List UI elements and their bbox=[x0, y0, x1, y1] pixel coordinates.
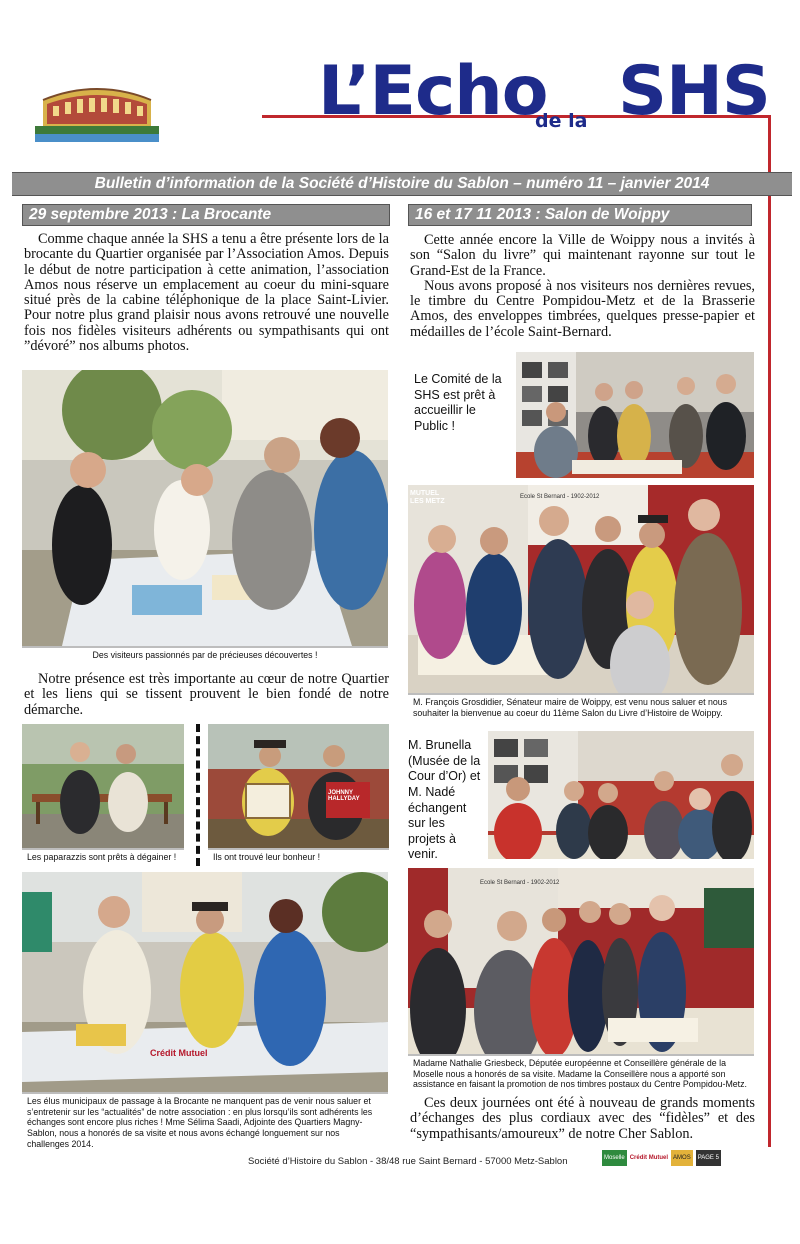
sponsor-logo-page: PAGE 5 bbox=[696, 1150, 721, 1166]
photo-johnny-fans bbox=[208, 724, 389, 848]
photo-brunella-nade bbox=[488, 731, 754, 859]
footer-address: Société d’Histoire du Sablon - 38/48 rue Saint Bernard - 57000 Metz-Sablon bbox=[248, 1156, 568, 1167]
right-intro-text bbox=[410, 233, 755, 340]
senateur-banner-right: Ecole St Bernard - 1902-2012 bbox=[520, 494, 600, 500]
photo-comite-shs bbox=[516, 352, 754, 478]
sponsor-logo-credit-mutuel: Crédit Mutuel bbox=[629, 1155, 669, 1161]
photo-paparazzis bbox=[22, 724, 184, 848]
right-closing-text bbox=[410, 1096, 755, 1142]
photo-johnny-fans-caption: Ils ont trouvé leur bonheur ! bbox=[208, 848, 389, 866]
masthead-title-echo: L’Echo bbox=[318, 52, 548, 131]
photo-elus-banner: Crédit Mutuel bbox=[150, 1048, 208, 1058]
bulletin-banner bbox=[12, 172, 792, 196]
sponsor-logos bbox=[602, 1149, 760, 1167]
photo-divider-dashed bbox=[196, 724, 200, 866]
johnny-record-label: JOHNNY HALLYDAY bbox=[328, 790, 360, 803]
sponsor-logo-amos: AMOS bbox=[671, 1150, 693, 1166]
masthead-title-shs: SHS bbox=[618, 52, 770, 131]
left-section-heading bbox=[22, 204, 390, 226]
shs-logo-illustration bbox=[33, 74, 161, 144]
photo-brocante-visitors-caption: Des visiteurs passionnés par de précieuses découvertes ! bbox=[22, 646, 388, 664]
griesbeck-banner: Ecole St Bernard - 1902-2012 bbox=[480, 880, 560, 886]
photo-griesbeck-caption: Madame Nathalie Griesbeck, Députée européenne et Conseillère générale de la Moselle nous a honorés de sa visite. Madame la Conseillère nous a apporté son assistance en faisant la promotion de nos timbres postaux du Centre Pompidou-Metz. bbox=[408, 1054, 754, 1093]
right-intro-paragraph-1: Cette année encore la Ville de Woippy nous a invités à son “Salon du livre” qui maintenant rayonne sur tout le Grand-Est de la France. bbox=[410, 232, 755, 279]
right-margin-red-rule bbox=[768, 115, 771, 1147]
photo-senateur-grosdidier bbox=[408, 485, 754, 693]
right-intro-paragraph-2: Nous avons proposé à nos visiteurs nos dernières revues, le timbre du Centre Pompidou-Metz et de la Brasserie Amos, des enveloppes timbrées, quelques presse-papier et médailles de l’école Saint-Bernard. bbox=[410, 277, 755, 340]
left-intro-text bbox=[24, 232, 389, 354]
left-intro-paragraph: Comme chaque année la SHS a tenu a être présente lors de la brocante du Quartier organisée par l’Association Amos. Depuis le début de notre participation à cette animation, l’association Amos nous réserve un emplacement au coeur du mini-square situé près de la cabine téléphonique de la place Saint-Livier. Pour notre plus grand plaisir nous avons retrouvé une nouvelle fois nos fidèles visiteurs adhérents ou sympathisants qui ont ”dévoré” nos albums photos. bbox=[24, 231, 389, 355]
left-middle-paragraph: Notre présence est très importante au cœur de notre Quartier et les liens qui se tissent prouvent le bien fondé de notre démarche. bbox=[24, 671, 389, 718]
senateur-banner-left: MUTUEL LES METZ bbox=[410, 490, 445, 506]
right-section-heading bbox=[408, 204, 752, 226]
photo-brocante-visitors bbox=[22, 370, 388, 646]
photo-elus-caption: Les élus municipaux de passage à la Brocante ne manquent pas de venir nous saluer et s’entretenir sur les “actualités” de notre association : en plus lorsqu’ils sont adhérents les échanges sont encore plus riches ! Mme Sélima Saadi, Adjointe des Quartiers Magny-Sablon, nous a honorés de sa visite et nous avons échangé longuement sur nos challenges 2014. bbox=[22, 1092, 388, 1153]
comite-note: Le Comité de la SHS est prêt à accueillir le Public ! bbox=[414, 372, 502, 433]
photo-elus-municipaux bbox=[22, 872, 388, 1092]
left-middle-text bbox=[24, 672, 389, 718]
photo-senateur-caption: M. François Grosdidier, Sénateur maire de Woippy, est venu nous saluer et nous souhaiter la bienvenue au coeur du 11ème Salon du Livre d’Histoire de Woippy. bbox=[408, 693, 754, 721]
right-closing-paragraph: Ces deux journées ont été à nouveau de grands moments d’échanges des plus cordiaux avec des “fidèles” et des “sympathisants/amoureux” de notre Cher Sablon. bbox=[410, 1095, 755, 1142]
brunella-note: M. Brunella (Musée de la Cour d’Or) et M. Nadé échangent sur les projets à venir. bbox=[408, 738, 481, 862]
masthead-title-connector: de la bbox=[535, 110, 588, 132]
bulletin-text: Bulletin d’information de la Société d’Histoire du Sablon – numéro 11 – janvier 2014 bbox=[94, 175, 710, 192]
photo-paparazzis-caption: Les paparazzis sont prêts à dégainer ! bbox=[22, 848, 184, 866]
right-section-heading-text: 16 et 17 11 2013 : Salon de Woippy bbox=[415, 206, 670, 223]
left-section-heading-text: 29 septembre 2013 : La Brocante bbox=[29, 206, 272, 223]
photo-griesbeck bbox=[408, 868, 754, 1054]
sponsor-logo-moselle: Moselle bbox=[602, 1150, 627, 1166]
